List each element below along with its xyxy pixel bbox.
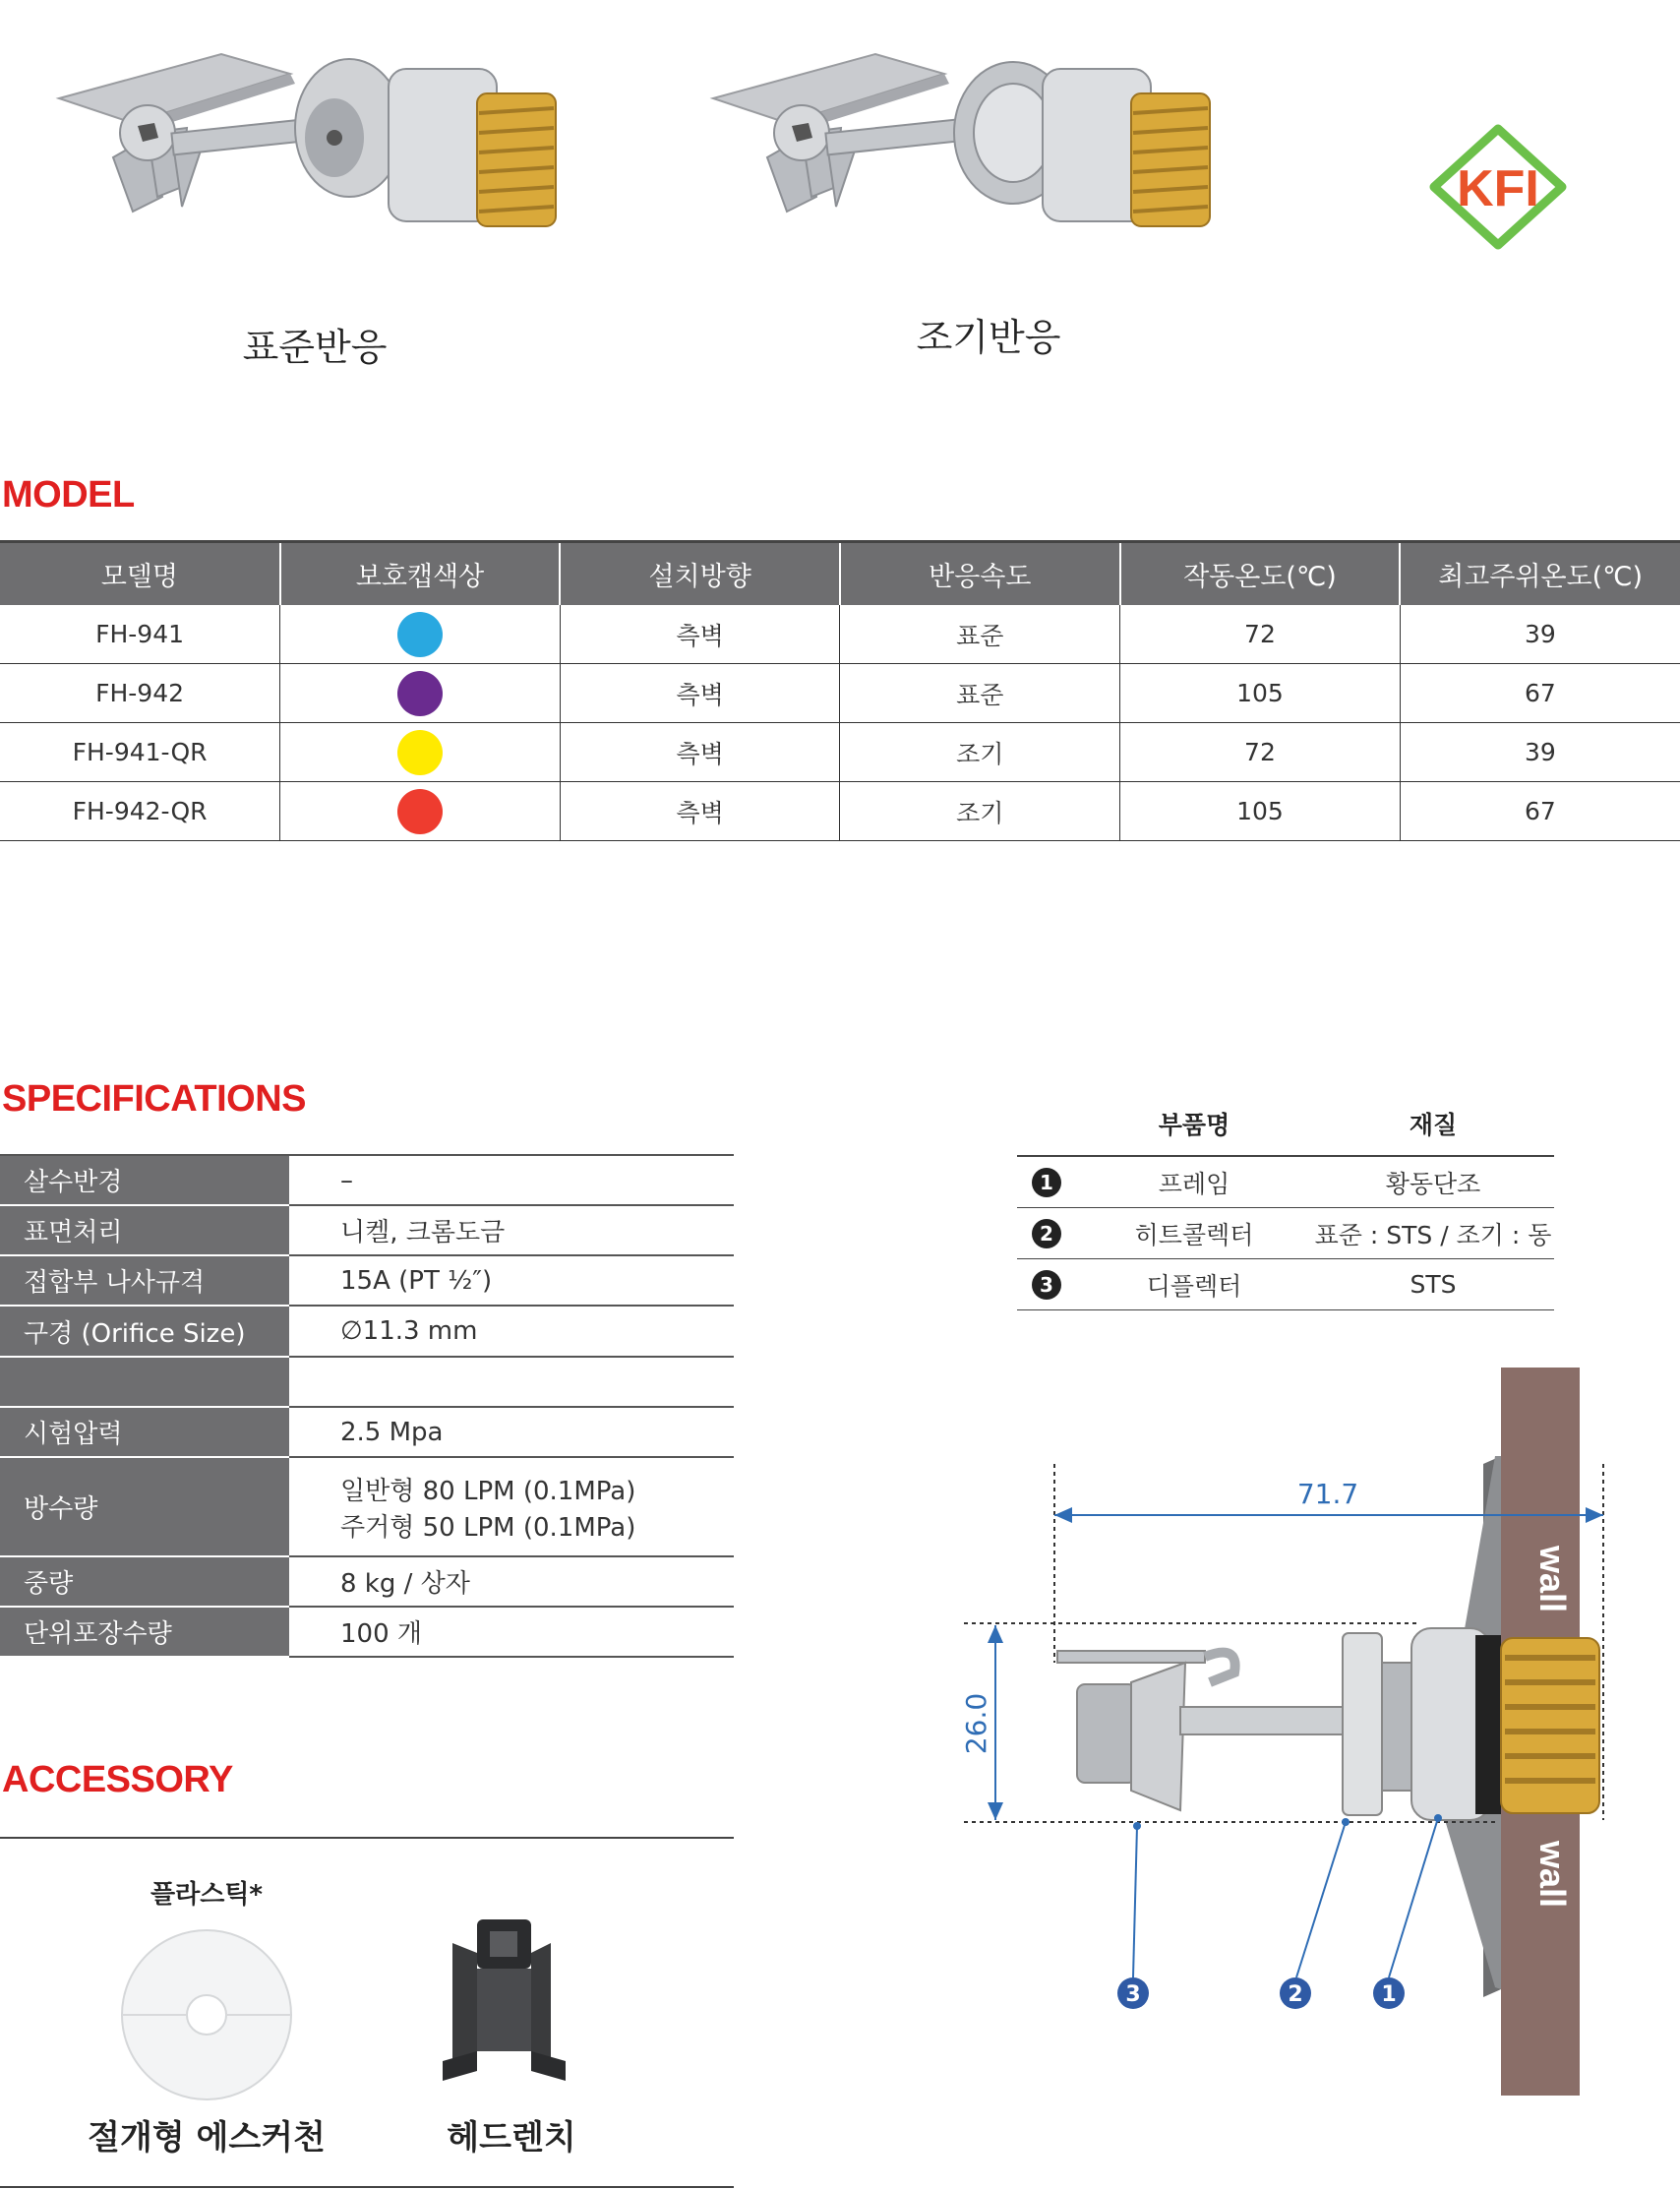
quick-response-sprinkler-image — [708, 39, 1220, 266]
spec-value: 8 kg / 상자 — [289, 1556, 734, 1607]
spec-key: 살수반경 — [0, 1155, 289, 1205]
direction: 측벽 — [560, 605, 840, 664]
op-temp: 72 — [1120, 605, 1401, 664]
escutcheon-image — [118, 1926, 295, 2103]
max-temp: 67 — [1400, 782, 1680, 841]
direction: 측벽 — [560, 782, 840, 841]
spec-row — [0, 1556, 734, 1607]
max-temp: 39 — [1400, 605, 1680, 664]
spec-row — [0, 1357, 734, 1407]
model-name: FH-941 — [0, 605, 280, 664]
standard-sprinkler-image — [54, 39, 566, 266]
part-number-badge: 2 — [1032, 1219, 1061, 1248]
spec-value: 2.5 Mpa — [289, 1407, 734, 1457]
spec-key: 단위포장수량 — [0, 1607, 289, 1657]
spec-key — [0, 1357, 289, 1407]
spec-key: 방수량 — [0, 1457, 289, 1556]
col-header-speed: 반응속도 — [840, 542, 1120, 606]
spec-row — [0, 1407, 734, 1457]
specifications-section-title: SPECIFICATIONS — [2, 1078, 306, 1120]
spec-value: 100 개 — [289, 1607, 734, 1657]
table-row — [1017, 1259, 1554, 1310]
table-row — [1017, 1208, 1554, 1259]
callout-3 — [1117, 1977, 1149, 2009]
callout-1 — [1373, 1977, 1405, 2009]
spec-key: 시험압력 — [0, 1407, 289, 1457]
speed: 표준 — [840, 605, 1120, 664]
spec-key: 구경 (Orifice Size) — [0, 1306, 289, 1357]
table-row — [0, 723, 1680, 782]
spec-value — [289, 1457, 734, 1556]
cap-color-cell — [280, 782, 561, 841]
model-name: FH-942 — [0, 664, 280, 723]
speed: 표준 — [840, 664, 1120, 723]
spec-row — [0, 1457, 734, 1556]
svg-text:KFI: KFI — [1457, 160, 1539, 217]
speed: 조기 — [840, 782, 1120, 841]
spec-row — [0, 1306, 734, 1357]
svg-text:2: 2 — [1288, 1982, 1303, 2007]
part-material: 황동단조 — [1312, 1156, 1554, 1208]
escutcheon-label: 절개형 에스커천 — [88, 2118, 326, 2158]
col-header-max-temp: 최고주위온도(℃) — [1400, 542, 1680, 606]
direction: 측벽 — [560, 723, 840, 782]
max-temp: 67 — [1400, 664, 1680, 723]
cap-color-dot — [397, 789, 443, 834]
col-header-direction: 설치방향 — [560, 542, 840, 606]
head-wrench-image — [433, 1914, 570, 2100]
cap-color-cell — [280, 723, 561, 782]
standard-response-caption: 표준반응 — [242, 326, 388, 369]
op-temp: 105 — [1120, 782, 1401, 841]
parts-header-material: 재질 — [1312, 1092, 1554, 1156]
op-temp: 105 — [1120, 664, 1401, 723]
model-section-title: MODEL — [2, 474, 135, 516]
part-number-badge: 1 — [1032, 1168, 1061, 1197]
table-row — [0, 782, 1680, 841]
part-number-badge: 3 — [1032, 1270, 1061, 1300]
spec-key: 접합부 나사규격 — [0, 1255, 289, 1306]
cap-color-dot — [397, 730, 443, 775]
model-name: FH-942-QR — [0, 782, 280, 841]
cap-color-dot — [397, 671, 443, 716]
dimension-height-label: 26.0 — [960, 1692, 992, 1755]
cap-color-dot — [397, 612, 443, 657]
part-material: STS — [1312, 1259, 1554, 1310]
sprinkler-dimension-drawing — [944, 1368, 1680, 2096]
part-material: 표준 : STS / 조기 : 동 — [1312, 1208, 1554, 1259]
spec-row — [0, 1255, 734, 1306]
part-name: 히트콜렉터 — [1076, 1208, 1312, 1259]
spec-value — [289, 1357, 734, 1407]
svg-text:3: 3 — [1125, 1982, 1141, 2007]
spec-value: 니켈, 크롬도금 — [289, 1205, 734, 1255]
svg-text:1: 1 — [1381, 1982, 1397, 2007]
parts-header-name: 부품명 — [1076, 1092, 1312, 1156]
wall-label-bottom: wall — [1532, 1840, 1573, 1909]
accessory-bottom-divider — [0, 2186, 734, 2188]
spec-value: – — [289, 1155, 734, 1205]
spec-value-line: 일반형 80 LPM (0.1MPa) — [340, 1476, 636, 1506]
op-temp: 72 — [1120, 723, 1401, 782]
cap-color-cell — [280, 664, 561, 723]
cap-color-cell — [280, 605, 561, 664]
spec-key: 표면처리 — [0, 1205, 289, 1255]
spec-value: 15A (PT ½″) — [289, 1255, 734, 1306]
spec-value-line: 주거형 50 LPM (0.1MPa) — [340, 1512, 636, 1543]
specifications-table — [0, 1154, 734, 1658]
max-temp: 39 — [1400, 723, 1680, 782]
accessory-note: 플라스틱* — [150, 1880, 264, 1910]
kfi-logo — [1428, 123, 1568, 251]
head-wrench-label: 헤드렌치 — [447, 2118, 576, 2158]
direction: 측벽 — [560, 664, 840, 723]
wall-label-top: wall — [1532, 1545, 1573, 1613]
table-row — [0, 664, 1680, 723]
col-header-model: 모델명 — [0, 542, 280, 606]
model-name: FH-941-QR — [0, 723, 280, 782]
quick-response-caption: 조기반응 — [916, 316, 1061, 359]
spec-value: ∅11.3 mm — [289, 1306, 734, 1357]
accessory-section-title: ACCESSORY — [2, 1759, 233, 1800]
table-row — [1017, 1156, 1554, 1208]
spec-key: 중량 — [0, 1556, 289, 1607]
callout-2 — [1280, 1977, 1311, 2009]
parts-table — [1017, 1092, 1554, 1310]
model-table — [0, 540, 1680, 841]
dimension-width-label: 71.7 — [1296, 1478, 1359, 1510]
accessory-top-divider — [0, 1837, 734, 1839]
speed: 조기 — [840, 723, 1120, 782]
col-header-op-temp: 작동온도(℃) — [1120, 542, 1401, 606]
col-header-cap-color: 보호캡색상 — [280, 542, 561, 606]
spec-row — [0, 1155, 734, 1205]
part-name: 디플렉터 — [1076, 1259, 1312, 1310]
spec-row — [0, 1607, 734, 1657]
part-name: 프레임 — [1076, 1156, 1312, 1208]
spec-row — [0, 1205, 734, 1255]
table-row — [0, 605, 1680, 664]
